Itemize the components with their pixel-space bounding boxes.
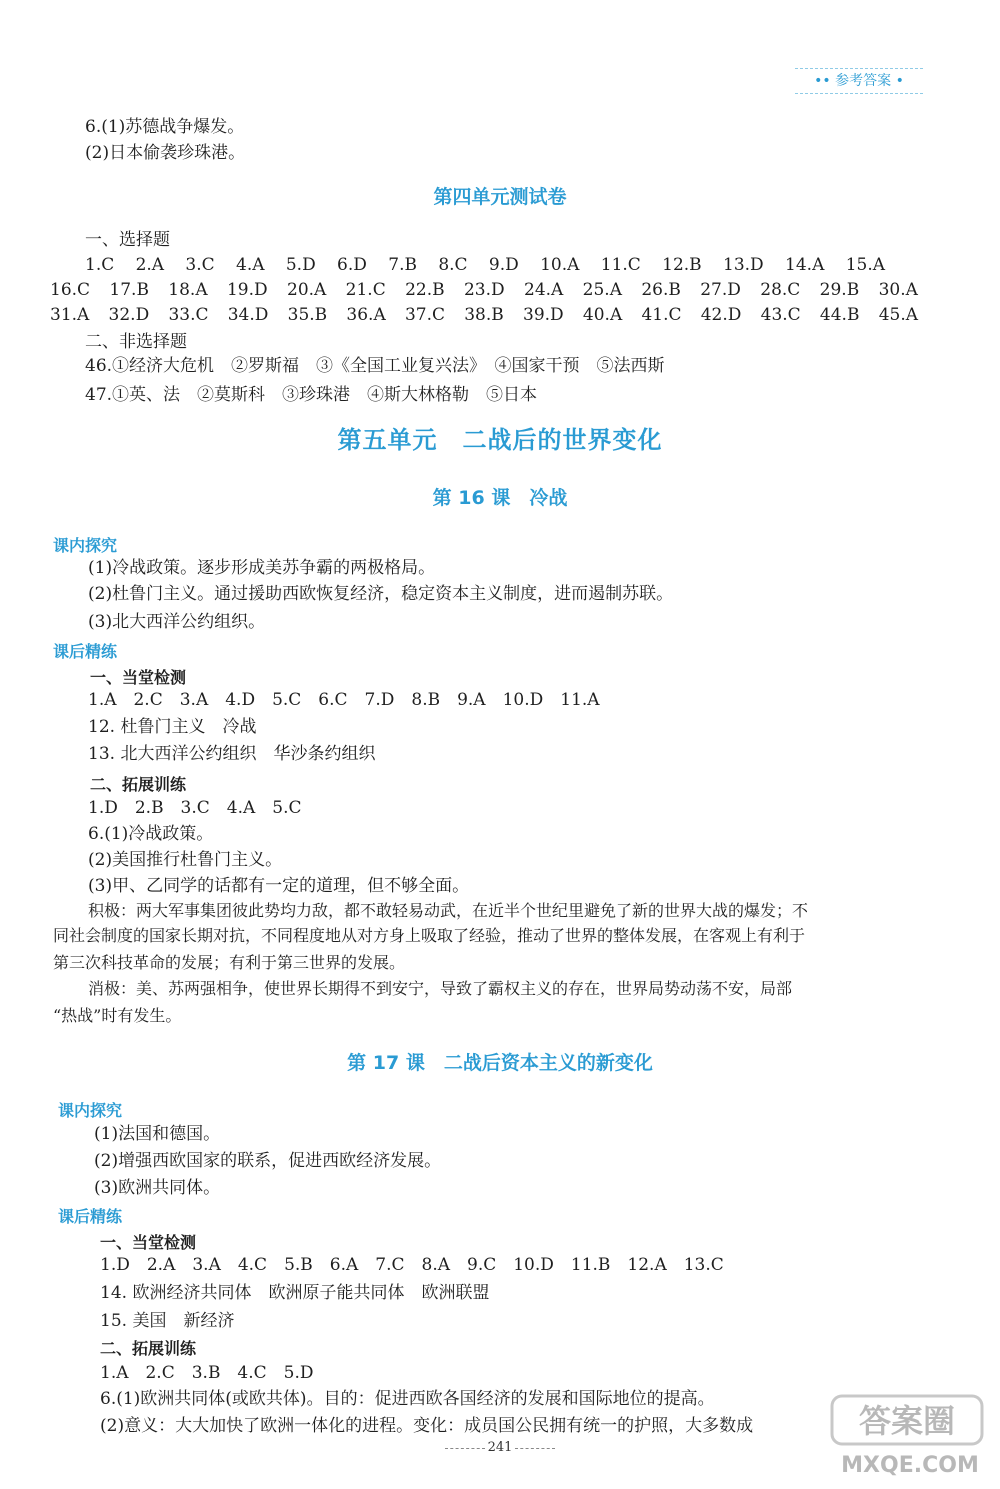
lesson17-explore-heading: 课内探究 [58, 1101, 123, 1120]
lesson16-explore-1: (1)冷战政策。逐步形成美苏争霸的两极格局。 [88, 558, 436, 578]
answer-item: 38.B [464, 305, 504, 325]
answer-item: 2.A [135, 255, 165, 275]
lesson17-answer-15: 15. 美国 新经济 [100, 1311, 235, 1331]
answer-item: 37.C [404, 305, 445, 325]
answer-item: 9.D [488, 255, 519, 275]
answer-item: 18.A [168, 280, 208, 300]
lesson16-negative-line-1: 消极：美、苏两强相争，使世界长期得不到安宁，导致了霸权主义的存在，世界局势动荡不安，局部 [88, 979, 793, 998]
lesson16-explore-2: (2)杜鲁门主义。通过援助西欧恢复经济，稳定资本主义制度，进而遏制苏联。 [88, 584, 674, 604]
answer-item: 24.A [524, 280, 564, 300]
unit4-section-nonchoice: 二、非选择题 [85, 332, 187, 352]
answer-item: 36.A [346, 305, 386, 325]
top-line-2: (2)日本偷袭珍珠港。 [85, 143, 246, 163]
answer-item: 26.B [641, 280, 681, 300]
answer-item: 7.B [388, 255, 417, 275]
lesson17-title: 第 17 课 二战后资本主义的新变化 [347, 1052, 653, 1074]
answer-item: 23.D [463, 280, 505, 300]
answer-item: 16.C [50, 280, 91, 300]
answer-item: 30.A [878, 280, 918, 300]
unit4-title: 第四单元测试卷 [433, 186, 567, 208]
answer-item: 1.C [85, 255, 115, 275]
answer-item: 25.A [582, 280, 622, 300]
unit4-answers-row-1 [85, 254, 885, 276]
lesson17-explore-1: (1)法国和德国。 [94, 1124, 221, 1144]
answer-item: 42.D [700, 305, 742, 325]
unit5-title: 第五单元 二战后的世界变化 [337, 426, 663, 454]
lesson17-explore-3: (3)欧洲共同体。 [94, 1178, 221, 1198]
answer-item: 32.D [108, 305, 150, 325]
answer-item: 41.C [641, 305, 682, 325]
lesson16-positive-line-1: 积极：两大军事集团彼此势均力敌，都不敢轻易动武，在近半个世纪里避免了新的世界大战的爆发；不 [88, 901, 809, 920]
lesson16-section-extend: 二、拓展训练 [90, 775, 187, 794]
answer-item: 29.B [819, 280, 860, 300]
lesson16-positive-line-2: 同社会制度的国家长期对抗，不同程度地从对方身上吸取了经验，推动了世界的整体发展，在客观上有利于 [53, 926, 806, 945]
lesson17-practice-heading: 课后精练 [58, 1207, 123, 1226]
answer-item: 4.A [236, 255, 265, 275]
lesson16-q6-1: 6.(1)冷战政策。 [88, 824, 214, 844]
answer-item: 34.D [227, 305, 269, 325]
answer-item: 21.C [345, 280, 386, 300]
lesson17-q6-2: (2)意义：大大加快了欧洲一体化的进程。变化：成员国公民拥有统一的护照，大多数成 [100, 1416, 754, 1436]
answer-item: 28.C [760, 280, 801, 300]
answer-item: 27.D [700, 280, 741, 300]
unit4-q47: 47.①英、法 ②莫斯科 ③珍珠港 ④斯大林格勒 ⑤日本 [85, 385, 538, 405]
unit4-answers-row-3 [50, 304, 918, 326]
page-number: 241 [487, 1440, 513, 1455]
answer-item: 10.A [540, 255, 580, 275]
answer-item: 39.D [523, 305, 564, 325]
watermark-text-top: 答案圈 [858, 1402, 956, 1440]
unit4-q46: 46.①经济大危机 ②罗斯福 ③《全国工业复兴法》 ④国家干预 ⑤法西斯 [85, 356, 665, 376]
lesson16-section-check: 一、当堂检测 [90, 668, 187, 687]
answer-item: 19.D [226, 280, 268, 300]
lesson17-section-check: 一、当堂检测 [100, 1233, 197, 1252]
answer-item: 12.B [662, 255, 702, 275]
lesson16-answer-13: 13. 北大西洋公约组织 华沙条约组织 [88, 744, 376, 764]
lesson17-section-extend: 二、拓展训练 [100, 1339, 197, 1358]
lesson16-q6-2: (2)美国推行杜鲁门主义。 [88, 850, 283, 870]
answer-item: 14.A [785, 255, 825, 275]
lesson17-check-answers: 1.D 2.A 3.A 4.C 5.B 6.A 7.C 8.A 9.C 10.D 11.B 12.A 13.C [100, 1255, 724, 1275]
answer-item: 40.A [582, 305, 623, 325]
lesson17-q6-1: 6.(1)欧洲共同体(或欧共体)。目的：促进西欧各国经济的发展和国际地位的提高。 [100, 1389, 715, 1409]
unit4-answers-row-2 [50, 279, 918, 301]
lesson16-q6-3: (3)甲、乙同学的话都有一定的道理，但不够全面。 [88, 876, 470, 896]
lesson16-explore-3: (3)北大西洋公约组织。 [88, 612, 266, 632]
answer-item: 15.A [845, 255, 885, 275]
answer-item: 45.A [878, 305, 918, 325]
answer-item: 44.B [819, 305, 860, 325]
watermark-graphic [830, 1392, 990, 1482]
answer-item: 8.C [438, 255, 468, 275]
answer-item: 31.A [50, 305, 90, 325]
answer-item: 5.D [285, 255, 316, 275]
lesson17-answer-14: 14. 欧洲经济共同体 欧洲原子能共同体 欧洲联盟 [100, 1283, 490, 1303]
lesson16-title: 第 16 课 冷战 [432, 487, 568, 509]
answer-item: 3.C [185, 255, 215, 275]
lesson16-explore-heading: 课内探究 [53, 536, 118, 555]
lesson17-extend-answers: 1.A 2.C 3.B 4.C 5.D [100, 1363, 314, 1383]
answer-item: 33.C [168, 305, 209, 325]
lesson16-check-answers: 1.A 2.C 3.A 4.D 5.C 6.C 7.D 8.B 9.A 10.D 11.A [88, 690, 600, 710]
lesson16-answer-12: 12. 杜鲁门主义 冷战 [88, 717, 257, 737]
lesson17-explore-2: (2)增强西欧国家的联系，促进西欧经济发展。 [94, 1151, 442, 1171]
lesson16-practice-heading: 课后精练 [53, 642, 118, 661]
lesson16-negative-line-2: “热战”时有发生。 [53, 1006, 182, 1025]
answer-item: 22.B [405, 280, 445, 300]
watermark-text-bottom: MXQE.COM [841, 1453, 979, 1478]
answer-item: 43.C [760, 305, 801, 325]
header-answer-tag: •• 参考答案 • [795, 68, 923, 94]
lesson16-positive-line-3: 第三次科技革命的发展；有利于第三世界的发展。 [53, 953, 406, 972]
answer-item: 13.D [723, 255, 764, 275]
top-line-1: 6.(1)苏德战争爆发。 [85, 117, 245, 137]
unit4-section-choice: 一、选择题 [85, 230, 170, 250]
answer-item: 17.B [109, 280, 149, 300]
answer-item: 35.B [287, 305, 328, 325]
lesson16-extend-answers: 1.D 2.B 3.C 4.A 5.C [88, 798, 302, 818]
watermark-logo [830, 1392, 990, 1482]
answer-item: 20.A [287, 280, 327, 300]
answer-item: 6.D [337, 255, 367, 275]
answer-item: 11.C [600, 255, 641, 275]
